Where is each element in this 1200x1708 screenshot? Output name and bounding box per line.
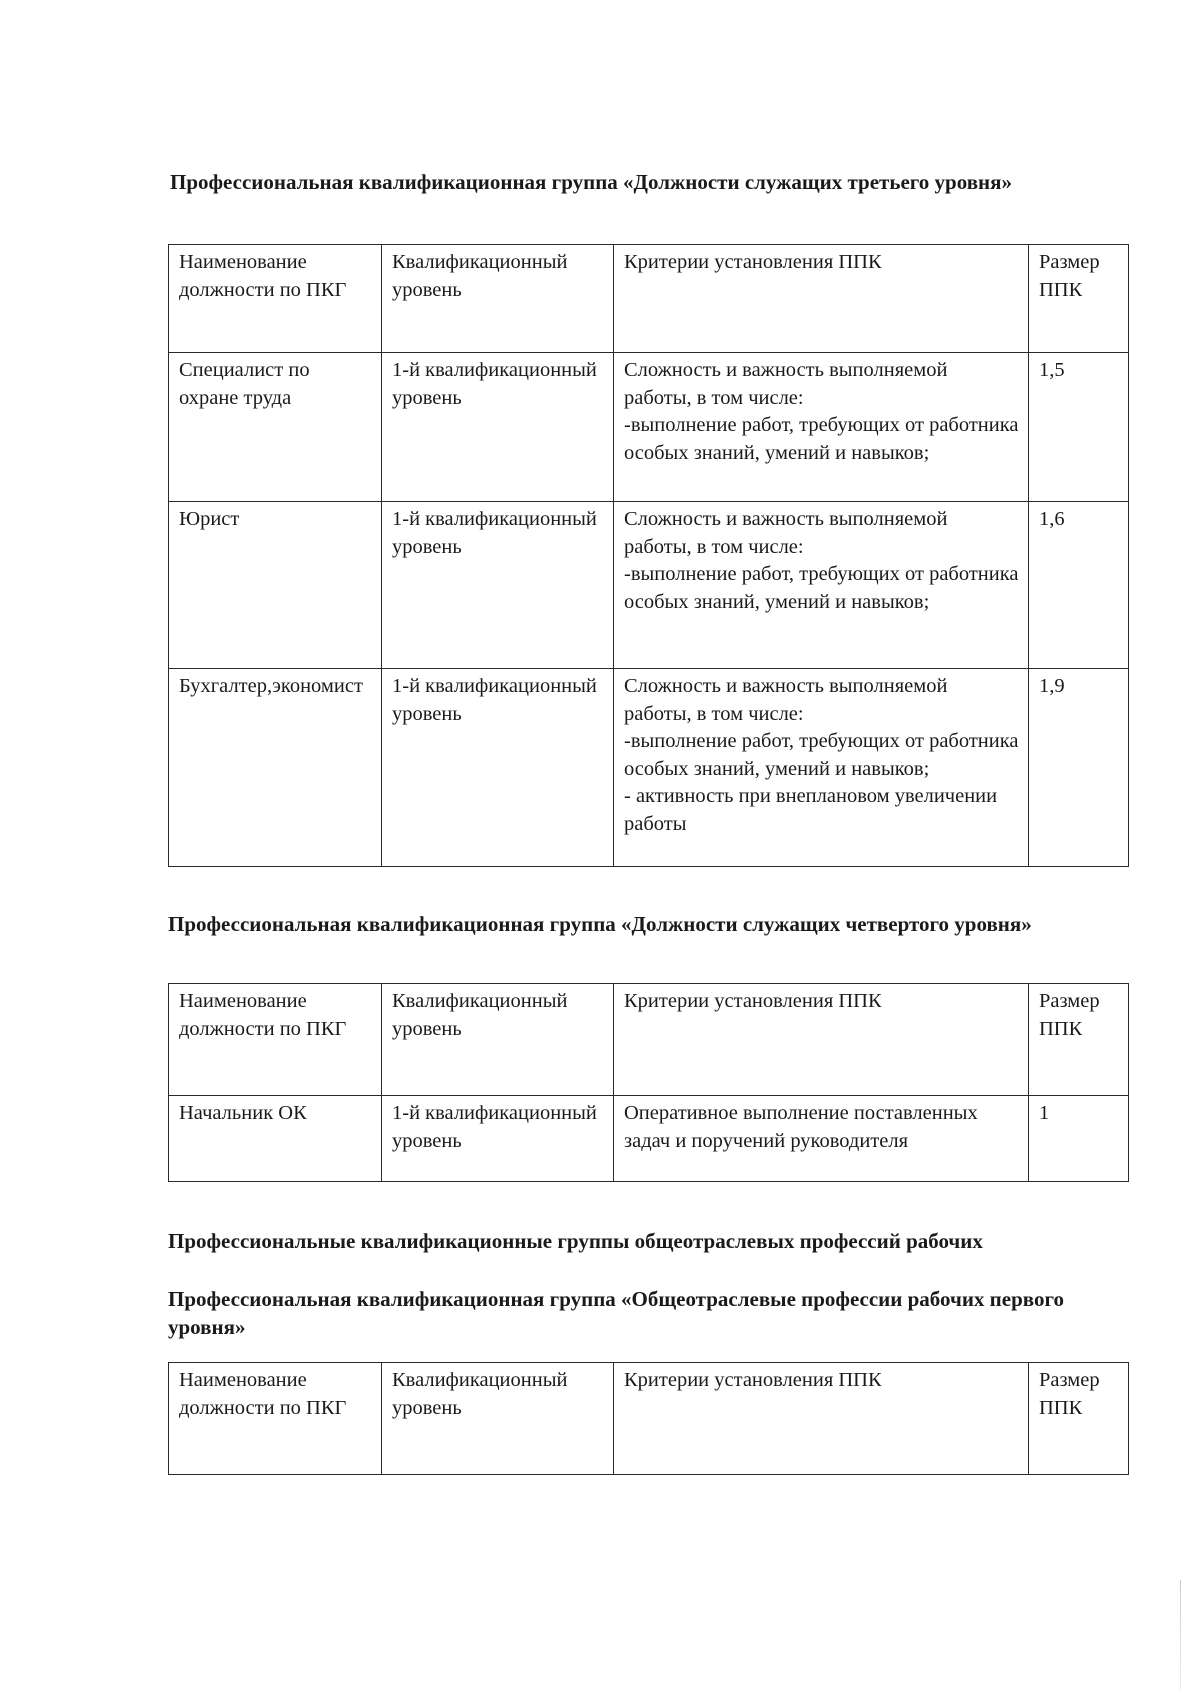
cell-level: 1-й квалификационный уровень [382,502,614,669]
cell-position: Начальник ОК [169,1096,382,1182]
cell-criteria [614,502,1029,669]
cell-level: 1-й квалификационный уровень [382,353,614,502]
section-title-third-level: Профессиональная квалификационная группа «Должности служащих третьего уровня» [170,170,1012,194]
header-level: Квалификационный уровень [382,984,614,1096]
cell-position: Специалист по охране труда [169,353,382,502]
header-criteria: Критерии установления ППК [614,245,1029,353]
section-title-workers-first-level: Профессиональная квалификационная группа «Общеотраслевые профессии рабочих первого уровня» [168,1287,1064,1339]
criteria-line: Сложность и важность выполняемой работы, в том числе: [624,675,948,725]
table-row [169,669,1129,867]
criteria-line: Сложность и важность выполняемой работы, в том числе: [624,359,948,409]
cell-criteria [614,1096,1029,1182]
cell-level: 1-й квалификационный уровень [382,1096,614,1182]
table-workers-first-level [168,1362,1129,1475]
cell-size: 1,9 [1029,669,1129,867]
table-third-level [168,244,1129,867]
header-size: Размер ППК [1029,1363,1129,1475]
criteria-line: -выполнение работ, требующих от работника особых знаний, умений и навыков; [624,414,1019,464]
header-level: Квалификационный уровень [382,1363,614,1475]
section-title-worker-groups: Профессиональные квалификационные группы общеотраслевых профессий рабочих [168,1229,983,1253]
cell-size: 1,6 [1029,502,1129,669]
table-row [169,502,1129,669]
criteria-line: -выполнение работ, требующих от работника особых знаний, умений и навыков; [624,563,1019,613]
cell-criteria [614,353,1029,502]
header-size: Размер ППК [1029,245,1129,353]
header-position: Наименование должности по ПКГ [169,245,382,353]
table-row [169,1096,1129,1182]
header-position: Наименование должности по ПКГ [169,1363,382,1475]
criteria-line: -выполнение работ, требующих от работника особых знаний, умений и навыков; [624,730,1019,780]
cell-size: 1 [1029,1096,1129,1182]
criteria-line: Сложность и важность выполняемой работы, в том числе: [624,508,948,558]
header-criteria: Критерии установления ППК [614,1363,1029,1475]
header-position: Наименование должности по ПКГ [169,984,382,1096]
section-title-fourth-level: Профессиональная квалификационная группа «Должности служащих четвертого уровня» [168,912,1032,936]
table-fourth-level [168,983,1129,1182]
table-header-row [169,245,1129,353]
cell-size: 1,5 [1029,353,1129,502]
cell-position: Юрист [169,502,382,669]
table-header-row [169,1363,1129,1475]
header-criteria: Критерии установления ППК [614,984,1029,1096]
criteria-line: Оперативное выполнение поставленных задач и поручений руководителя [624,1102,978,1152]
cell-level: 1-й квалификационный уровень [382,669,614,867]
header-level: Квалификационный уровень [382,245,614,353]
header-size: Размер ППК [1029,984,1129,1096]
table-header-row [169,984,1129,1096]
cell-position: Бухгалтер,экономист [169,669,382,867]
cell-criteria [614,669,1029,867]
criteria-line: - активность при внеплановом увеличении работы [624,785,998,835]
scan-margin-mark [1180,1580,1181,1690]
table-row [169,353,1129,502]
